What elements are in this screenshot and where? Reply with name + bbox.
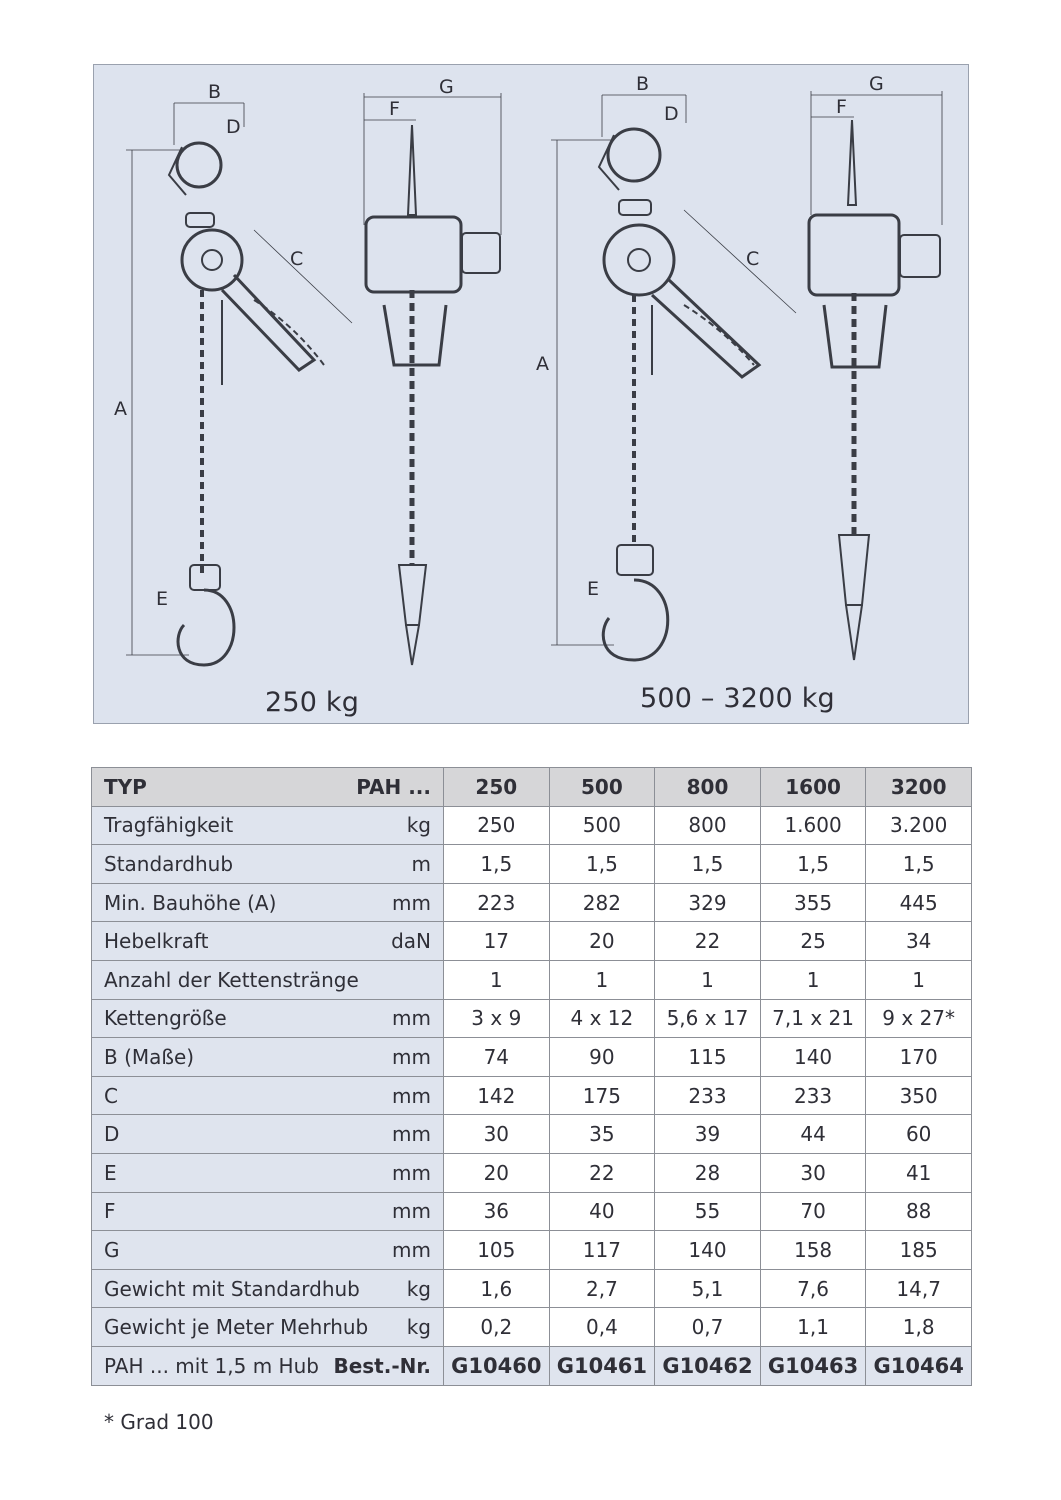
table-row	[92, 922, 972, 961]
table-row	[92, 1269, 972, 1308]
hoist-250-side-view	[126, 103, 352, 665]
table-cell: 140	[655, 1231, 761, 1270]
table-cell: 25	[760, 922, 866, 961]
order-number-cell: G10464	[866, 1346, 972, 1385]
row-label-cell: Gewicht mit Standardhub kg	[92, 1269, 444, 1308]
table-cell: 3.200	[866, 806, 972, 845]
table-row	[92, 883, 972, 922]
table-header-row	[92, 768, 972, 807]
table-cell: 5,6 x 17	[655, 999, 761, 1038]
table-cell: 1,8	[866, 1308, 972, 1347]
table-cell: 28	[655, 1153, 761, 1192]
header-cell: 800	[655, 768, 761, 807]
row-label-cell: Kettengröße mm	[92, 999, 444, 1038]
table-cell: 40	[549, 1192, 655, 1231]
table-cell: 70	[760, 1192, 866, 1231]
table-cell: 55	[655, 1192, 761, 1231]
table-cell: 36	[444, 1192, 550, 1231]
table-cell: 350	[866, 1076, 972, 1115]
table-cell: 170	[866, 1038, 972, 1077]
table-row	[92, 1308, 972, 1347]
svg-text:G: G	[439, 76, 454, 98]
table-row	[92, 1076, 972, 1115]
header-cell: 1600	[760, 768, 866, 807]
row-label-cell: Hebelkraft daN	[92, 922, 444, 961]
table-cell: 30	[444, 1115, 550, 1154]
row-label-cell: E mm	[92, 1153, 444, 1192]
table-cell: 500	[549, 806, 655, 845]
table-cell: 60	[866, 1115, 972, 1154]
table-cell: 250	[444, 806, 550, 845]
table-cell: 0,7	[655, 1308, 761, 1347]
table-cell: 35	[549, 1115, 655, 1154]
svg-text:C: C	[746, 248, 760, 270]
header-cell: 250	[444, 768, 550, 807]
table-cell: 74	[444, 1038, 550, 1077]
svg-text:F: F	[389, 98, 400, 120]
svg-text:G: G	[869, 73, 884, 95]
table-row	[92, 845, 972, 884]
row-label-cell: B (Maße) mm	[92, 1038, 444, 1077]
table-cell: 1	[655, 960, 761, 999]
table-cell: 1	[444, 960, 550, 999]
table-cell: 30	[760, 1153, 866, 1192]
table-cell: 158	[760, 1231, 866, 1270]
order-number-cell: G10463	[760, 1346, 866, 1385]
lever-hoist-drawings	[94, 65, 970, 725]
caption-500-3200: 500 – 3200 kg	[640, 683, 835, 714]
table-cell: 1	[760, 960, 866, 999]
row-label-cell: Gewicht je Meter Mehrhub kg	[92, 1308, 444, 1347]
table-cell: 7,1 x 21	[760, 999, 866, 1038]
dimension-letters	[114, 73, 884, 610]
svg-text:A: A	[536, 353, 549, 375]
table-cell: 115	[655, 1038, 761, 1077]
row-label-cell: G mm	[92, 1231, 444, 1270]
table-cell: 142	[444, 1076, 550, 1115]
caption-250: 250 kg	[265, 687, 360, 718]
table-row	[92, 806, 972, 845]
table-cell: 7,6	[760, 1269, 866, 1308]
svg-text:F: F	[836, 96, 847, 118]
table-cell: 1.600	[760, 806, 866, 845]
order-label-cell: PAH ... mit 1,5 m Hub Best.-Nr.	[92, 1346, 444, 1385]
table-cell: 282	[549, 883, 655, 922]
table-cell: 39	[655, 1115, 761, 1154]
table-row	[92, 1038, 972, 1077]
table-cell: 22	[655, 922, 761, 961]
table-cell: 1	[549, 960, 655, 999]
table-cell: 4 x 12	[549, 999, 655, 1038]
row-label-cell: F mm	[92, 1192, 444, 1231]
hoist-250-front-view	[364, 93, 501, 665]
table-row	[92, 960, 972, 999]
svg-text:D: D	[664, 103, 679, 125]
hoist-3200-side-view	[551, 95, 796, 660]
table-row	[92, 1153, 972, 1192]
order-number-cell: G10460	[444, 1346, 550, 1385]
table-cell: 34	[866, 922, 972, 961]
spec-table	[91, 767, 972, 1386]
table-cell: 233	[655, 1076, 761, 1115]
table-cell: 22	[549, 1153, 655, 1192]
technical-drawing-panel	[93, 64, 969, 724]
svg-text:A: A	[114, 398, 127, 420]
order-number-cell: G10461	[549, 1346, 655, 1385]
svg-text:C: C	[290, 248, 304, 270]
row-label-cell: Tragfähigkeit kg	[92, 806, 444, 845]
table-cell: 17	[444, 922, 550, 961]
table-cell: 20	[444, 1153, 550, 1192]
svg-text:E: E	[587, 578, 600, 600]
table-cell: 44	[760, 1115, 866, 1154]
table-cell: 185	[866, 1231, 972, 1270]
table-cell: 105	[444, 1231, 550, 1270]
table-cell: 329	[655, 883, 761, 922]
table-cell: 9 x 27*	[866, 999, 972, 1038]
table-cell: 1,5	[444, 845, 550, 884]
table-cell: 1,6	[444, 1269, 550, 1308]
table-cell: 223	[444, 883, 550, 922]
svg-text:E: E	[156, 588, 169, 610]
table-cell: 0,4	[549, 1308, 655, 1347]
table-cell: 90	[549, 1038, 655, 1077]
table-cell: 445	[866, 883, 972, 922]
table-row	[92, 1231, 972, 1270]
order-number-cell: G10462	[655, 1346, 761, 1385]
table-cell: 20	[549, 922, 655, 961]
table-cell: 355	[760, 883, 866, 922]
table-cell: 800	[655, 806, 761, 845]
table-row	[92, 1115, 972, 1154]
header-label-cell: TYP PAH ...	[92, 768, 444, 807]
table-cell: 2,7	[549, 1269, 655, 1308]
row-label-cell: Anzahl der Kettenstränge	[92, 960, 444, 999]
table-cell: 233	[760, 1076, 866, 1115]
table-row	[92, 1192, 972, 1231]
table-cell: 3 x 9	[444, 999, 550, 1038]
table-cell: 117	[549, 1231, 655, 1270]
row-label-cell: Min. Bauhöhe (A) mm	[92, 883, 444, 922]
svg-text:B: B	[636, 73, 650, 95]
table-cell: 1,5	[549, 845, 655, 884]
table-cell: 1,5	[866, 845, 972, 884]
table-cell: 41	[866, 1153, 972, 1192]
table-cell: 1	[866, 960, 972, 999]
table-cell: 140	[760, 1038, 866, 1077]
table-cell: 175	[549, 1076, 655, 1115]
table-cell: 14,7	[866, 1269, 972, 1308]
table-cell: 0,2	[444, 1308, 550, 1347]
table-cell: 5,1	[655, 1269, 761, 1308]
order-number-row	[92, 1346, 972, 1385]
table-cell: 1,5	[655, 845, 761, 884]
header-cell: 500	[549, 768, 655, 807]
table-cell: 1,1	[760, 1308, 866, 1347]
row-label-cell: C mm	[92, 1076, 444, 1115]
svg-text:D: D	[226, 116, 241, 138]
table-row	[92, 999, 972, 1038]
svg-text:B: B	[208, 81, 222, 103]
table-cell: 88	[866, 1192, 972, 1231]
footnote: * Grad 100	[104, 1410, 214, 1434]
hoist-3200-front-view	[809, 91, 942, 660]
row-label-cell: Standardhub m	[92, 845, 444, 884]
header-cell: 3200	[866, 768, 972, 807]
table-cell: 1,5	[760, 845, 866, 884]
row-label-cell: D mm	[92, 1115, 444, 1154]
